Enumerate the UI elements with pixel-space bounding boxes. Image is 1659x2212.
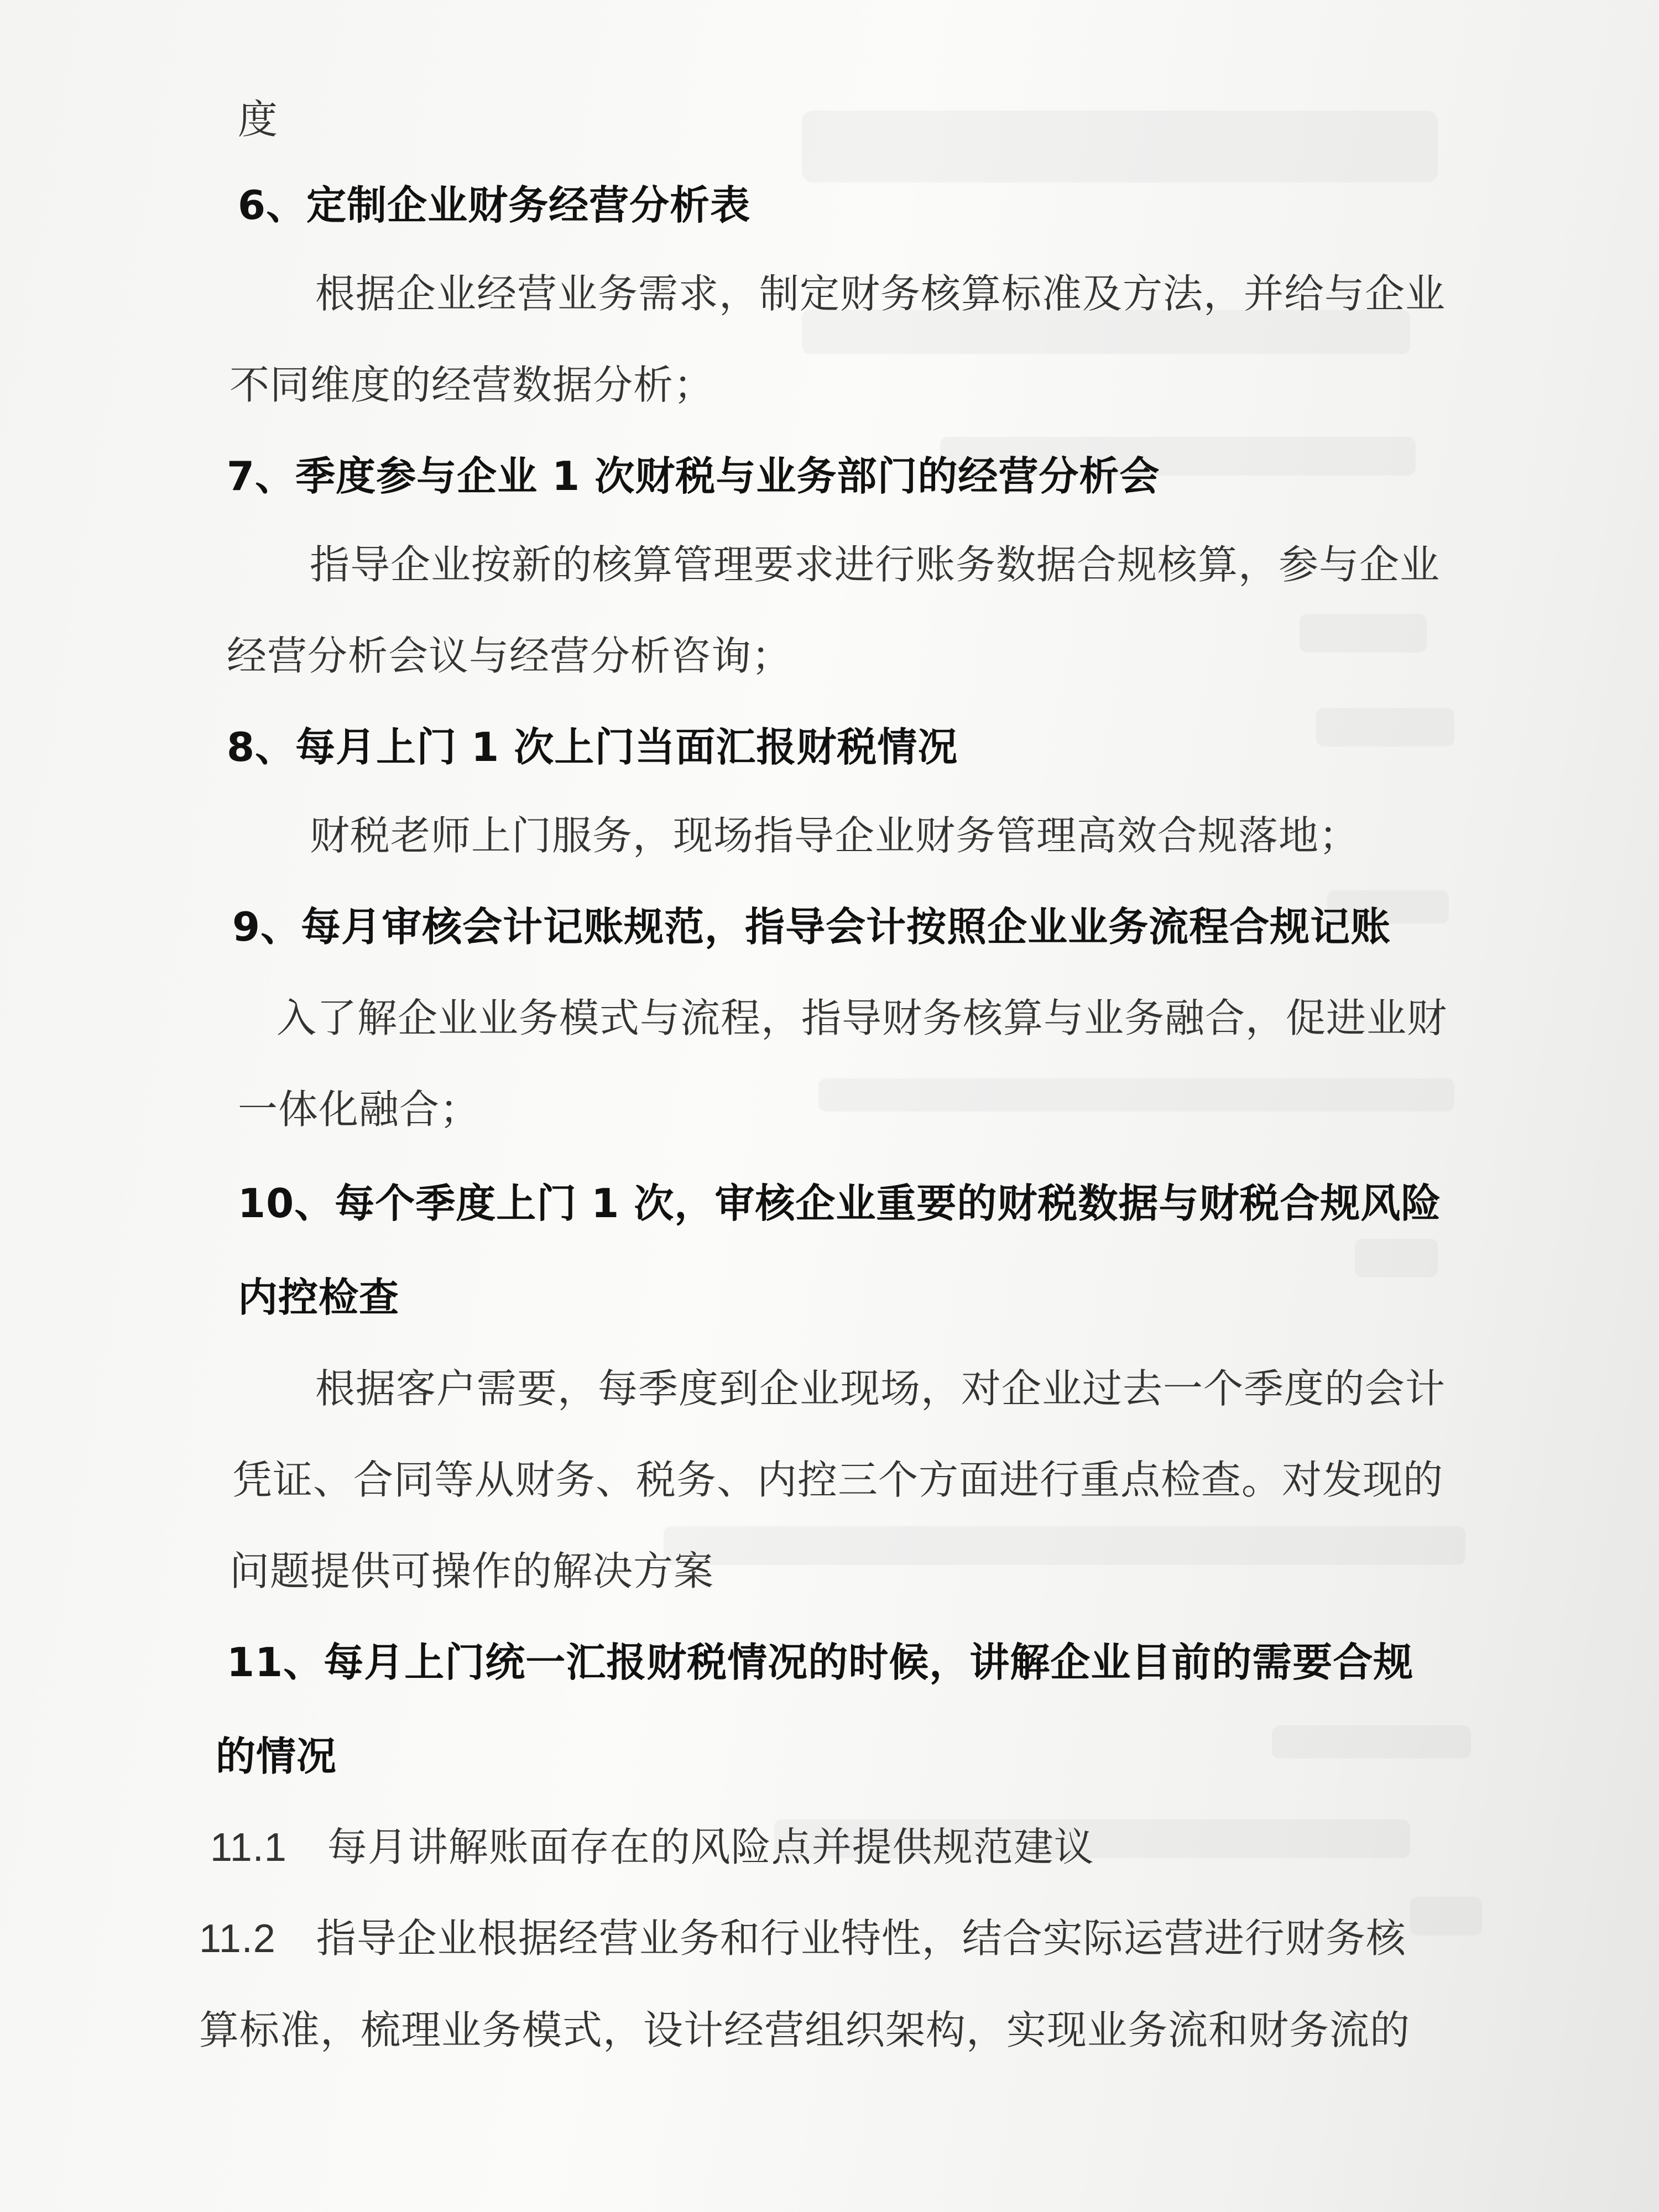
text-line: 财税老师上门服务，现场指导企业财务管理高效合规落地； [310,812,1360,859]
text-line: 度 [238,96,279,143]
section-heading-11: 11、每月上门统一汇报财税情况的时候，讲解企业目前的需要合规 [227,1639,1414,1686]
text-line: 问题提供可操作的解决方案 [229,1548,714,1594]
sub-item-11-2: 11.2 指导企业根据经营业务和行业特性，结合实际运营进行财务核 [199,1917,1406,1961]
section-heading-9: 9、每月审核会计记账规范，指导会计按照企业业务流程合规记账 [232,904,1391,950]
section-heading-7: 7、季度参与企业 1 次财税与业务部门的经营分析会 [227,453,1160,499]
text-line: 一体化融合； [238,1086,481,1133]
text-line: 经营分析会议与经营分析咨询； [227,633,792,679]
text-line: 指导企业按新的核算管理要求进行账务数据合规核算，参与企业 [310,541,1441,588]
section-heading-10-continued: 内控检查 [238,1274,400,1321]
section-heading-8: 8、每月上门 1 次上门当面汇报财税情况 [227,724,958,770]
text-line: 凭证、合同等从财务、税务、内控三个方面进行重点检查。对发现的 [232,1457,1444,1503]
section-heading-6: 6、定制企业财务经营分析表 [238,182,751,228]
section-heading-11-continued: 的情况 [216,1733,337,1780]
text-line: 根据企业经营业务需求，制定财务核算标准及方法，并给与企业 [315,270,1446,317]
section-heading-10: 10、每个季度上门 1 次，审核企业重要的财税数据与财税合规风险 [238,1180,1442,1227]
text-line: 入了解企业业务模式与流程，指导财务核算与业务融合，促进业财 [276,995,1448,1041]
text-line: 算标准，梳理业务模式，设计经营组织架构，实现业务流和财务流的 [199,2007,1411,2053]
text-line: 根据客户需要，每季度到企业现场，对企业过去一个季度的会计 [315,1365,1446,1412]
text-line: 不同维度的经营数据分析； [229,362,714,408]
sub-item-11-1: 11.1 每月讲解账面存在的风险点并提供规范建议 [210,1825,1094,1870]
